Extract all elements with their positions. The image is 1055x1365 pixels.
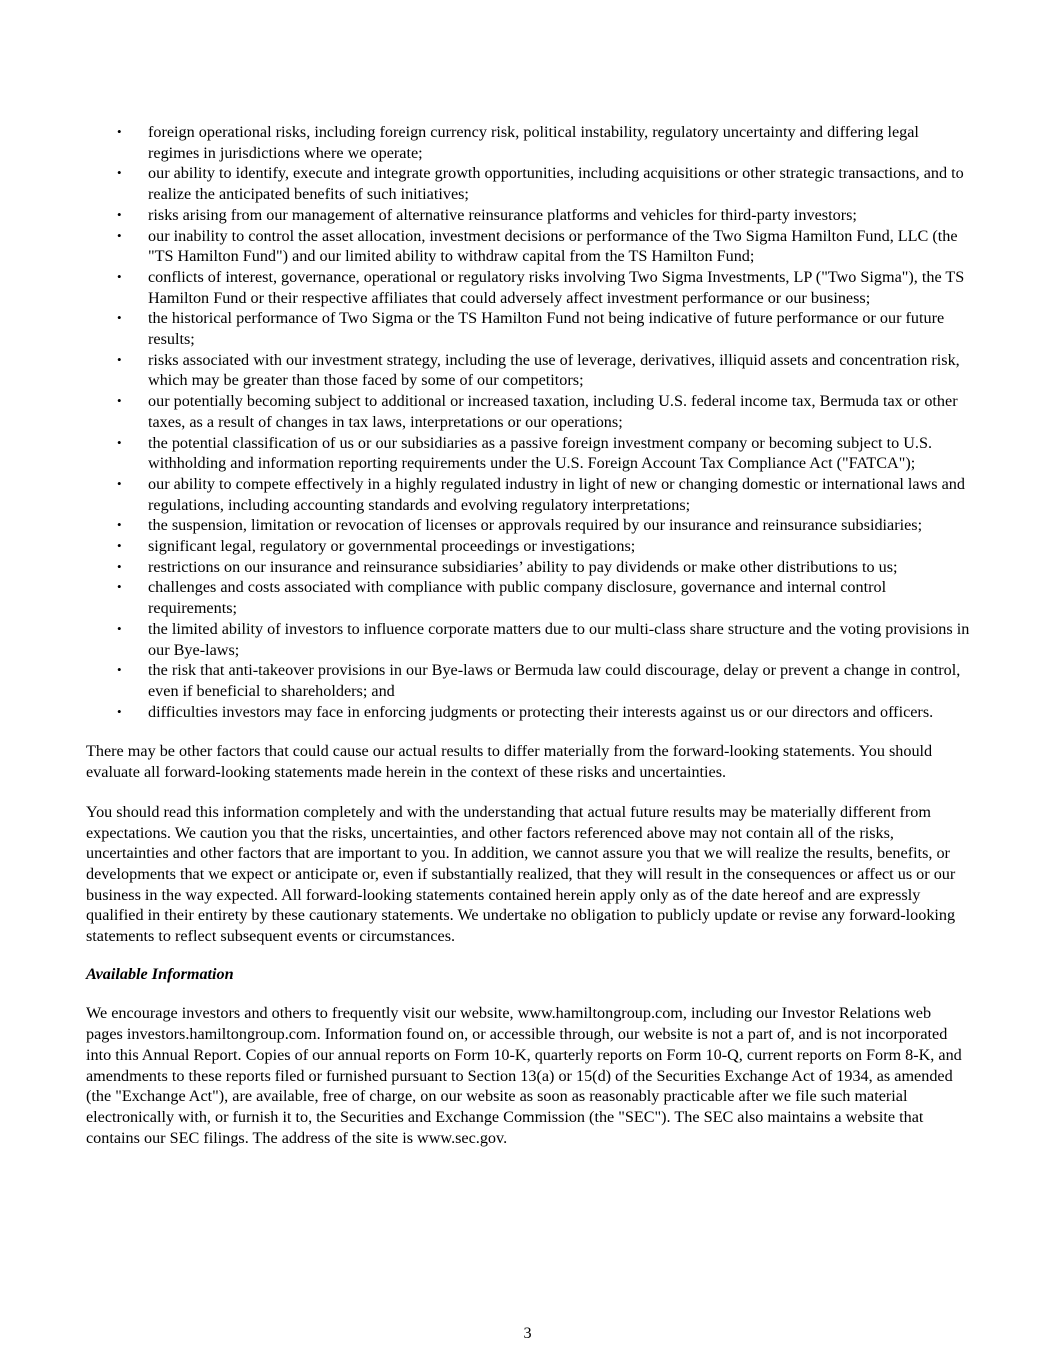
list-item-text: risks arising from our management of alternative reinsurance platforms and vehicles for third-party investors; [148,205,857,224]
list-item-text: the risk that anti-takeover provisions in our Bye-laws or Bermuda law could discourage, delay or prevent a change in control, even if beneficial to shareholders; and [148,661,961,700]
bullet-icon: • [117,268,122,284]
bullet-icon: • [117,558,122,574]
list-item [86,163,971,204]
bullet-icon: • [117,393,122,409]
bullet-icon: • [117,703,122,719]
list-item [86,619,971,660]
list-item [86,702,971,723]
bullet-icon: • [117,662,122,678]
risk-factor-list [86,122,971,722]
list-item-text: the suspension, limitation or revocation of licenses or approvals required by our insurance and reinsurance subsidiaries; [148,516,923,535]
bullet-icon: • [117,434,122,450]
list-item [86,474,971,515]
list-item [86,660,971,701]
document-page [86,122,971,1148]
list-item-text: our ability to compete effectively in a highly regulated industry in light of new or changing domestic or international laws and regulations, including accounting standards and evolving regulatory interpretations; [148,474,965,514]
list-item-text: significant legal, regulatory or governmental proceedings or investigations; [148,537,636,556]
bullet-icon: • [117,620,122,636]
list-item [86,308,971,349]
list-item [86,205,971,226]
list-item [86,577,971,618]
bullet-icon: • [117,165,122,181]
list-item [86,350,971,391]
list-item-text: our inability to control the asset allocation, investment decisions or performance of the Two Sigma Hamilton Fund, LLC (the "TS Hamilton Fund") and our limited ability to withdraw capital from the TS Hamilton Fund; [148,226,958,266]
bullet-icon: • [117,351,122,367]
list-item [86,536,971,557]
bullet-icon: • [117,538,122,554]
bullet-icon: • [117,310,122,326]
page-number: 3 [523,1324,532,1342]
bullet-icon: • [117,227,122,243]
list-item-text: the limited ability of investors to influence corporate matters due to our multi-class share structure and the voting provisions in our Bye-laws; [148,619,970,659]
list-item-text: the historical performance of Two Sigma or the TS Hamilton Fund not being indicative of future performance or our future results; [148,309,945,349]
list-item-text: foreign operational risks, including foreign currency risk, political instability, regulatory uncertainty and differing legal regimes in jurisdictions where we operate; [148,123,919,162]
list-item [86,557,971,578]
bullet-icon: • [117,206,122,222]
list-item [86,433,971,474]
list-item [86,515,971,536]
list-item-text: risks associated with our investment strategy, including the use of leverage, derivatives, illiquid assets and concentration risk, which may be greater than those faced by some of our competitors; [148,350,960,390]
available-information-paragraph: We encourage investors and others to frequently visit our website, www.hamiltongroup.com, including our Investor Relations web pages investors.hamiltongroup.com. Information found on, or accessible through, our website is not a part of, and is not incorporated into this Annual Report. Copies of our annual reports on Form 10-K, quarterly reports on Form 10-Q, current reports on Form 8-K, and amendments to these reports filed or furnished pursuant to Section 13(a) or 15(d) of the Securities Exchange Act of 1934, as amended (the "Exchange Act"), are available, free of charge, on our website as soon as reasonably practicable after we file such material electronically with, or furnish it to, the Securities and Exchange Commission (the "SEC"). The SEC also maintains a website that contains our SEC filings. The address of the site is www.sec.gov. [86,1004,962,1147]
available-information-heading: Available Information [86,964,234,983]
list-item-text: our ability to identify, execute and integrate growth opportunities, including acquisitions or other strategic transactions, and to realize the anticipated benefits of such initiatives; [148,164,964,204]
list-item [86,226,971,267]
list-item-text: our potentially becoming subject to additional or increased taxation, including U.S. federal income tax, Bermuda tax or other taxes, as a result of changes in tax laws, interpretations or our operations; [148,392,958,431]
other-factors-paragraph: There may be other factors that could cause our actual results to differ materially from the forward-looking statements. You should evaluate all forward-looking statements made herein in the context of these risks and uncertainties. [86,742,933,782]
read-completely-paragraph: You should read this information completely and with the understanding that actual future results may be materially different from expectations. We caution you that the risks, uncertainties, and other factors referenced above may not contain all of the risks, uncertainties and other factors that are important to you. In addition, we cannot assure you that we will realize the results, benefits, or developments that we expect or anticipate or, even if substantially realized, that they will result in the consequences or affect us or our business in the way expected. All forward-looking statements contained herein apply only as of the date hereof and are expressly qualified in their entirety by these cautionary statements. We undertake no obligation to publicly update or revise any forward-looking statements to reflect subsequent events or circumstances. [86,802,956,946]
list-item-text: challenges and costs associated with compliance with public company disclosure, governance and internal control requirements; [148,578,887,618]
bullet-icon: • [117,475,122,491]
list-item [86,267,971,308]
bullet-icon: • [117,517,122,533]
list-item-text: restrictions on our insurance and reinsurance subsidiaries’ ability to pay dividends or make other distributions to us; [148,557,898,576]
list-item [86,122,971,163]
list-item-text: difficulties investors may face in enforcing judgments or protecting their interests against us or our directors and officers. [148,702,934,721]
bullet-icon: • [117,579,122,595]
list-item [86,391,971,432]
list-item-text: conflicts of interest, governance, operational or regulatory risks involving Two Sigma Investments, LP ("Two Sigma"), the TS Hamilton Fund or their respective affiliates that could adversely affect investment performance or our business; [148,267,965,307]
bullet-icon: • [117,124,122,139]
list-item-text: the potential classification of us or our subsidiaries as a passive foreign investment company or becoming subject to U.S. withholding and information reporting requirements under the U.S. Foreign Account Tax Compliance Act ("FATCA"); [148,433,933,473]
